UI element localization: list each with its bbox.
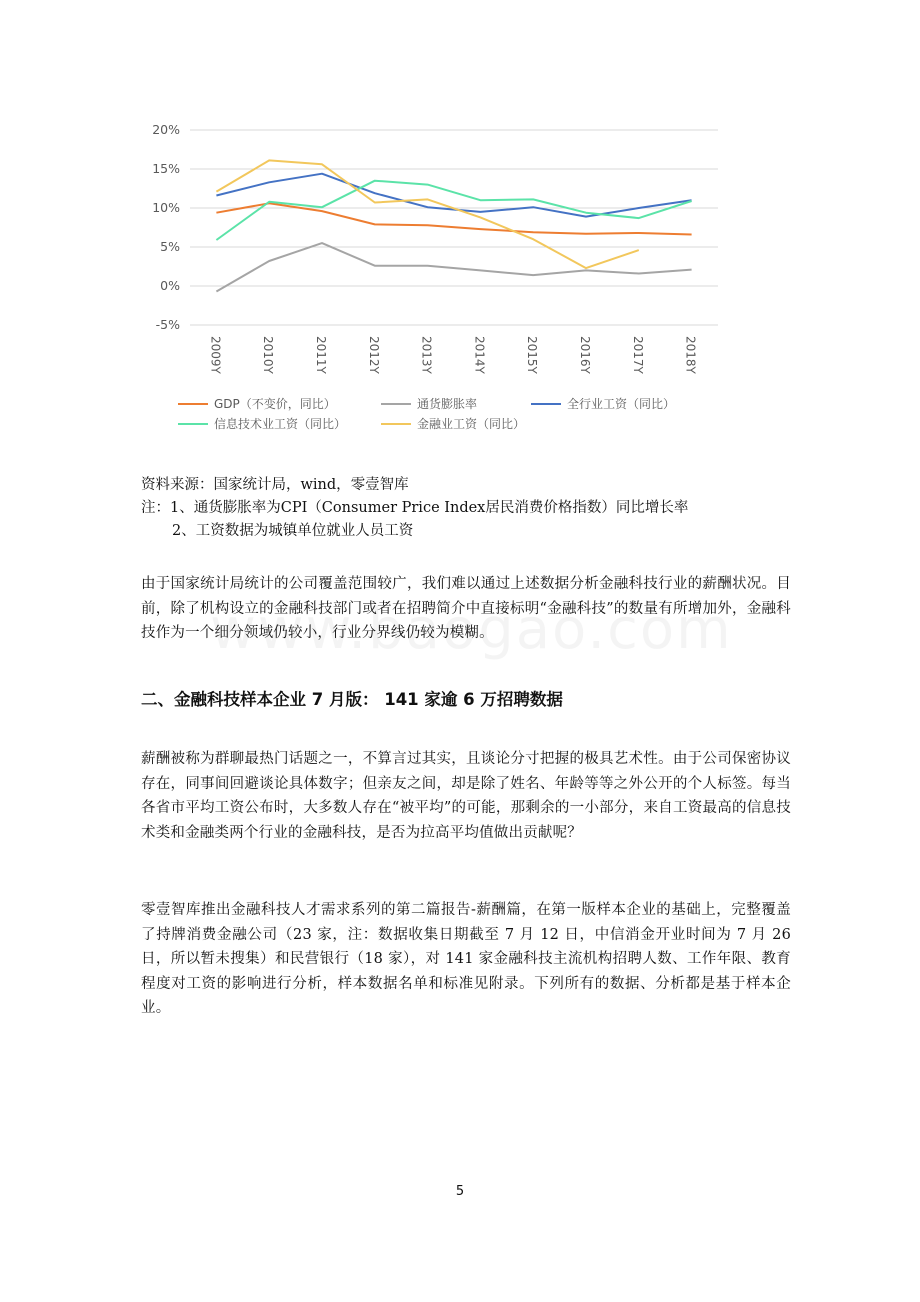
x-tick-label: 2017Y bbox=[630, 336, 645, 374]
paragraph-3: 零壹智库推出金融科技人才需求系列的第二篇报告-薪酬篇，在第一版样本企业的基础上，完整覆盖了持牌消费金融公司（23 家，注：数据收集日期截至 7 月 12 日，中信消金开业时间为 7 月 26 日，所以暂未搜集）和民营银行（18 家），对 141 家金融科技主流机构招聘人数、工作年限、教育程度对工资的影响进行分析，样本数据名单和标准见附录。下列所有的数据、分析都是基于样本企业。 bbox=[141, 902, 791, 1016]
y-tick-label: 10% bbox=[152, 200, 180, 215]
x-tick-label: 2010Y bbox=[261, 336, 276, 374]
y-tick-label: 5% bbox=[160, 239, 180, 254]
y-tick-label: 20% bbox=[152, 122, 180, 137]
x-tick-label: 2011Y bbox=[314, 336, 328, 374]
source-line: 资料来源：国家统计局，wind，零壹智库 bbox=[141, 477, 409, 493]
legend-label: 通货膨胀率 bbox=[417, 397, 478, 411]
chart-notes bbox=[141, 474, 791, 543]
legend bbox=[178, 396, 675, 431]
legend-label: GDP（不变价，同比） bbox=[214, 397, 336, 411]
x-tick-label: 2014Y bbox=[472, 336, 487, 374]
x-tick-label: 2009Y bbox=[208, 336, 223, 374]
x-tick-label: 2012Y bbox=[366, 336, 381, 374]
note-line-2: 2、工资数据为城镇单位就业人员工资 bbox=[172, 523, 414, 539]
legend-label: 全行业工资（同比） bbox=[567, 397, 676, 411]
legend-label: 信息技术业工资（同比） bbox=[214, 417, 347, 431]
note-line-1: 注：1、通货膨胀率为CPI（Consumer Price Index居民消费价格指数）同比增长率 bbox=[141, 500, 689, 516]
y-tick-label: 0% bbox=[160, 278, 180, 293]
x-tick-label: 2018Y bbox=[683, 336, 698, 374]
series-lines bbox=[216, 160, 691, 291]
x-tick-label: 2016Y bbox=[578, 336, 592, 374]
y-axis-ticks bbox=[152, 122, 180, 332]
series-line bbox=[216, 174, 691, 217]
y-tick-label: 15% bbox=[152, 161, 180, 176]
paragraph-2: 薪酬被称为群聊最热门话题之一，不算言过其实，且谈论分寸把握的极具艺术性。由于公司保密协议存在，同事间回避谈论具体数字；但亲友之间，却是除了姓名、年龄等等之外公开的个人标签。每当各省市平均工资公布时，大多数人存在“被平均”的可能，那剩余的一小部分，来自工资最高的信息技术类和金融类两个行业的金融科技，是否为拉高平均值做出贡献呢？ bbox=[141, 751, 791, 841]
paragraph-1: 由于国家统计局统计的公司覆盖范围较广，我们难以通过上述数据分析金融科技行业的薪酬状况。目前，除了机构设立的金融科技部门或者在招聘简介中直接标明“金融科技”的数量有所增加外，金融科技作为一个细分领域仍较小，行业分界线仍较为模糊。 bbox=[141, 576, 791, 641]
line-chart bbox=[0, 0, 920, 460]
page-number: 5 bbox=[455, 1184, 465, 1199]
x-tick-label: 2015Y bbox=[525, 336, 540, 374]
section-heading: 二、金融科技样本企业 7 月版： 141 家逾 6 万招聘数据 bbox=[141, 690, 563, 709]
series-line bbox=[216, 243, 691, 291]
y-tick-label: -5% bbox=[155, 317, 180, 332]
x-axis-ticks bbox=[208, 336, 697, 375]
x-tick-label: 2013Y bbox=[419, 336, 434, 374]
legend-label: 金融业工资（同比） bbox=[417, 417, 526, 431]
